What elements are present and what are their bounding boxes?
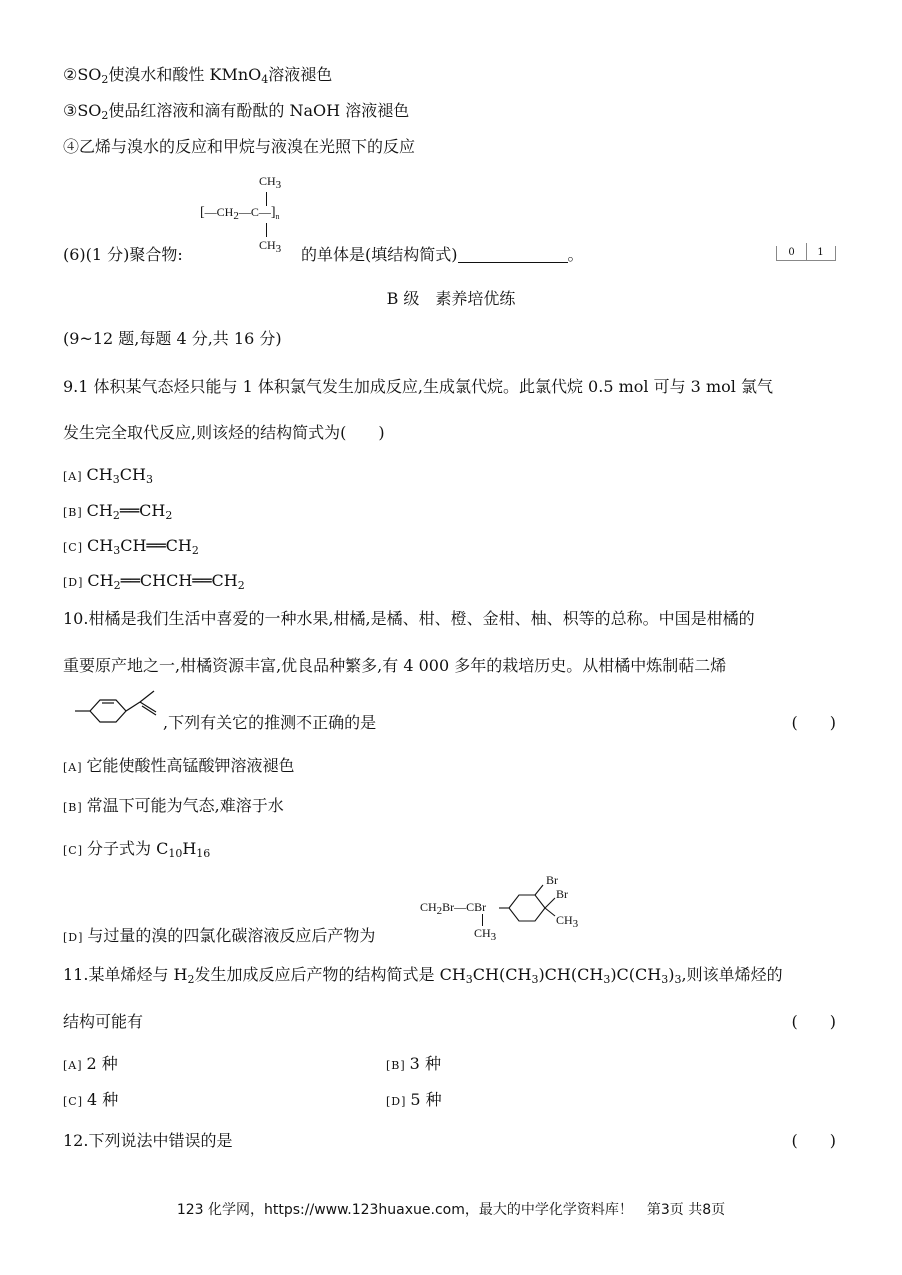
q9-option-d[interactable]: [D] $CH_2══CHCH══CH_2$ [63, 571, 245, 592]
question-10-line-3: ,下列有关它的推测不正确的是 [163, 713, 377, 732]
q11-answer-paren[interactable]: ( ) [791, 1012, 836, 1031]
terpene-diene-structure [72, 688, 164, 732]
product-below-ch3: $CH_3$ [474, 926, 497, 943]
product-ring-ch3: $CH_3$ [556, 913, 579, 930]
q9-option-c[interactable]: [C] $CH_3CH══CH_2$ [63, 536, 199, 557]
question-6: (6)(1 分)聚合物: [63, 245, 183, 264]
answer-blank[interactable] [458, 244, 568, 263]
question-11-line-1: 11.某单烯烃与 $H_2$发生加成反应后产物的结构简式是 $CH_3CH(CH_3)CH(CH_3)C(CH_3)_3$,则该单烯烃的 [63, 965, 783, 986]
section-note: (9~12 题,每题 4 分,共 16 分) [63, 329, 282, 348]
item-4: ④乙烯与溴水的反应和甲烷与液溴在光照下的反应 [63, 137, 416, 156]
question-10-line-2: 重要原产地之一,柑橘资源丰富,优良品种繁多,有 4 000 多年的栽培历史。从柑橘中炼制萜二烯 [63, 656, 727, 675]
q9-option-b[interactable]: [B] $CH_2══CH_2$ [63, 501, 173, 522]
product-br-2: Br [556, 887, 568, 901]
q12-answer-paren[interactable]: ( ) [791, 1131, 836, 1150]
polymer-chain: $[—CH_2—C—]_n$ [200, 205, 280, 222]
product-br-1: Br [546, 873, 558, 887]
question-10-line-1: 10.柑橘是我们生活中喜爱的一种水果,柑橘,是橘、柑、橙、金柑、柚、枳等的总称。中国是柑橘的 [63, 609, 755, 628]
q10-option-b[interactable]: [B] 常温下可能为气态,难溶于水 [63, 796, 284, 815]
question-6-suffix: 的单体是(填结构简式) 。 [301, 245, 584, 264]
q11-option-d[interactable]: [D] 5 种 [386, 1090, 442, 1109]
question-11-line-2: 结构可能有 [63, 1012, 144, 1031]
q11-option-c[interactable]: [C] 4 种 [63, 1090, 119, 1109]
q11-option-b[interactable]: [B] 3 种 [386, 1054, 441, 1073]
page-footer: 123 化学网，https://www.123huaxue.com，最大的中学化学资料库！ 第3页 共8页 [176, 1202, 726, 1218]
item-3: $③SO_2$使品红溶液和滴有酚酞的 NaOH 溶液褪色 [63, 101, 410, 122]
score-box: 0 1 [776, 246, 836, 261]
q10-option-d[interactable]: [D] 与过量的溴的四氯化碳溶液反应后产物为 [63, 926, 376, 945]
question-9-line-2: 发生完全取代反应,则该烃的结构简式为( ) [63, 423, 385, 442]
q10-answer-paren[interactable]: ( ) [791, 713, 836, 732]
question-9-line-1: 9.1 体积某气态烃只能与 1 体积氯气发生加成反应,生成氯代烷。此氯代烷 0.5 mol 可与 3 mol 氯气 [63, 377, 773, 396]
q10-option-a[interactable]: [A] 它能使酸性高锰酸钾溶液褪色 [63, 756, 295, 775]
q11-option-a[interactable]: [A] 2 种 [63, 1054, 118, 1073]
polymer-top-ch3: $CH_3$ [259, 174, 282, 191]
q10-option-c[interactable]: [C] 分子式为 $C_{10}H_{16}$ [63, 839, 211, 860]
polymer-bottom-ch3: $CH_3$ [259, 238, 282, 255]
section-title: B 级 素养培优练 [386, 289, 516, 308]
item-2: $②SO_2$使溴水和酸性 KMnO$_4$溶液褪色 [63, 65, 333, 86]
q9-option-a[interactable]: [A] $CH_3CH_3$ [63, 465, 153, 486]
product-left-group: $CH_2Br—CBr$ [420, 900, 487, 917]
question-12-line-1: 12.下列说法中错误的是 [63, 1131, 233, 1150]
